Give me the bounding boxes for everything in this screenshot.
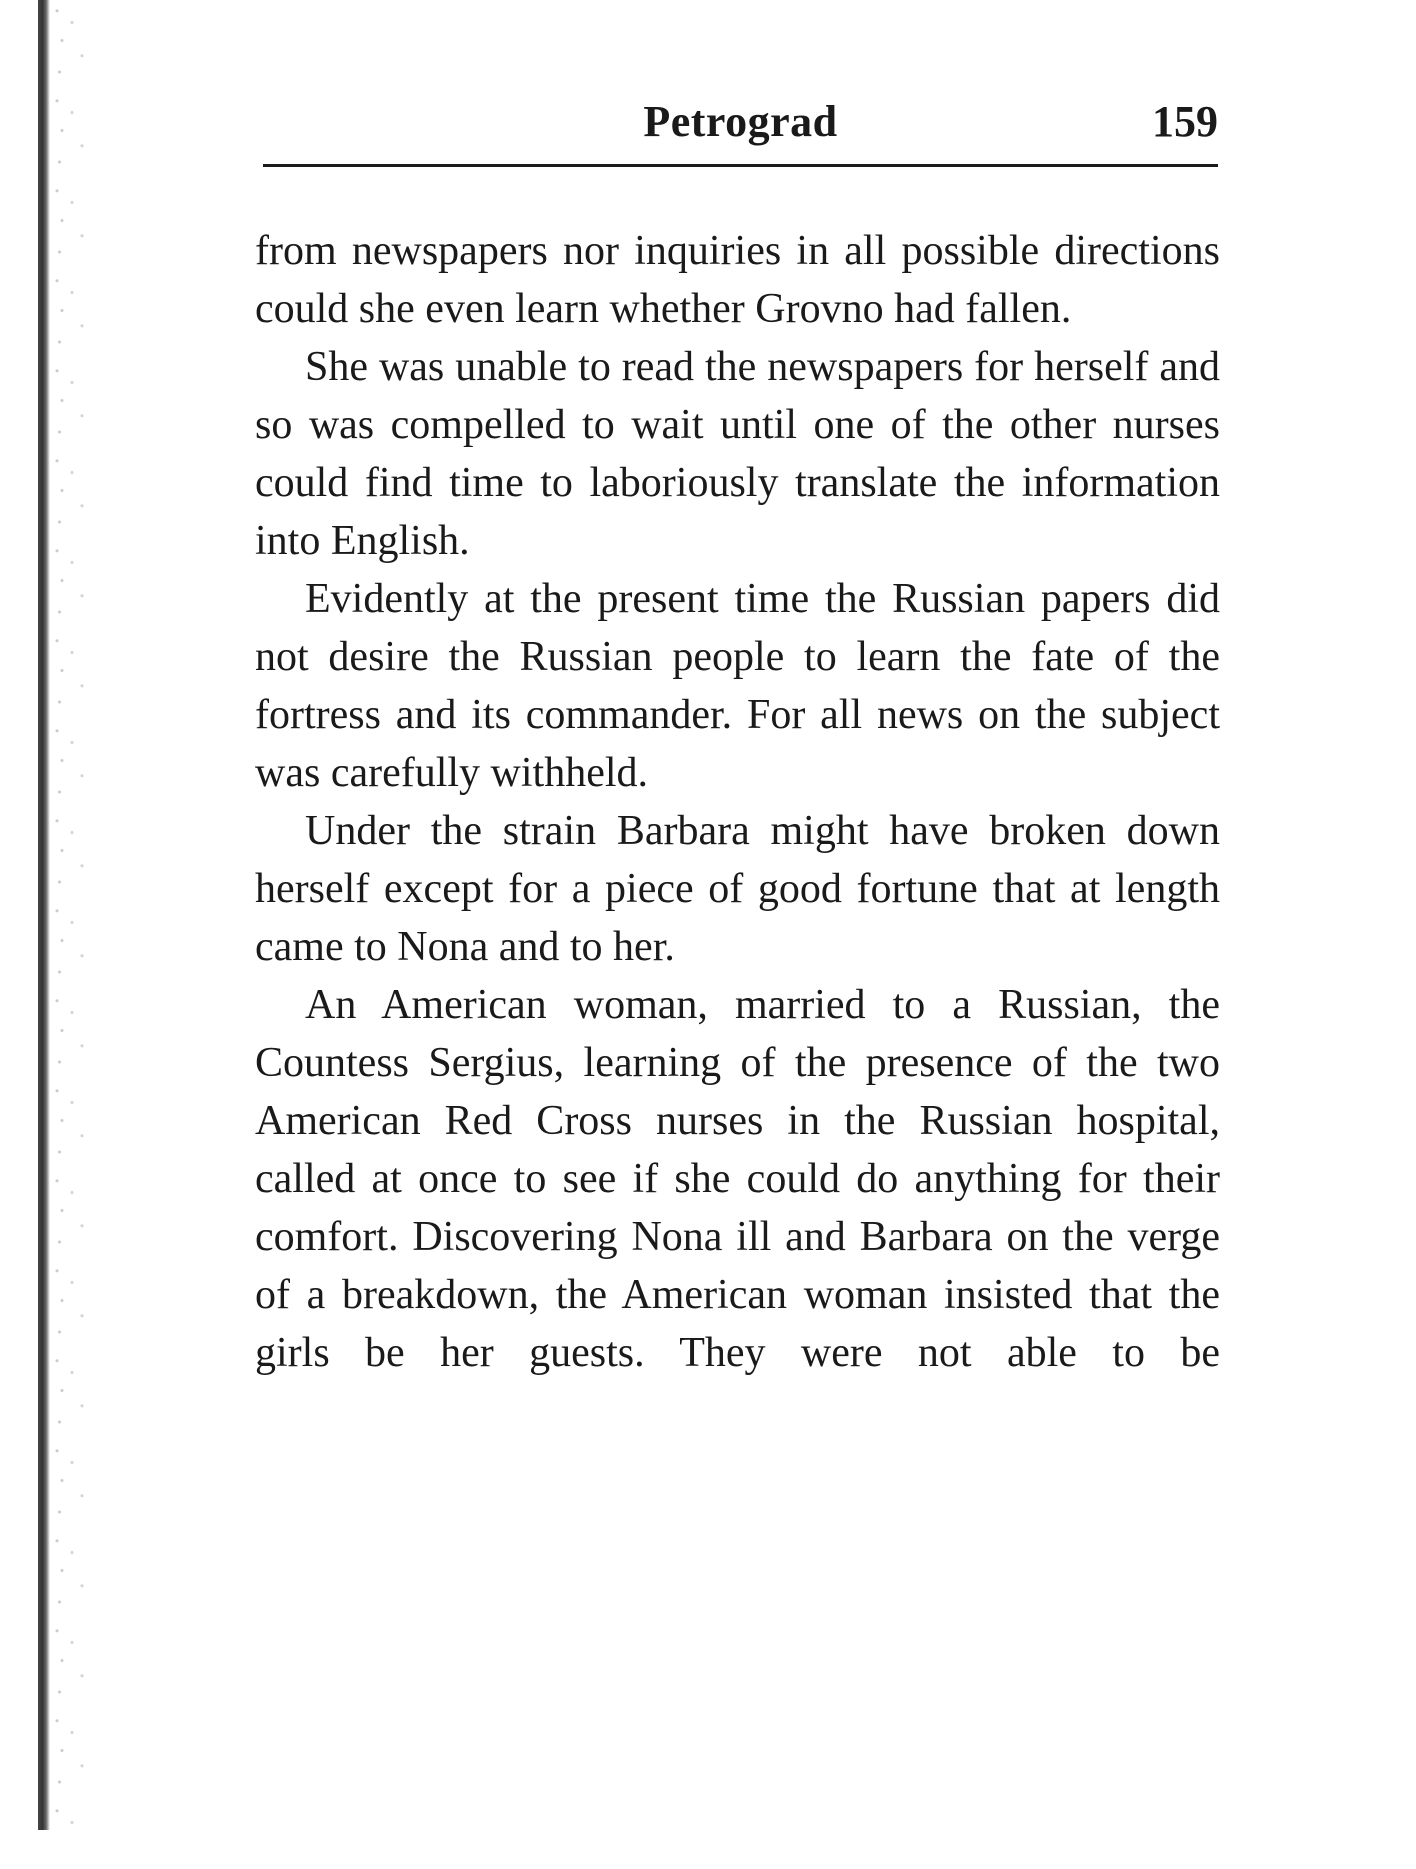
paragraph: from newspapers nor inquiries in all possible directions could she even learn whether Grovno had fallen. xyxy=(255,228,1220,332)
header-rule xyxy=(263,164,1218,167)
scan-speckle xyxy=(52,0,102,1830)
paragraph: Under the strain Barbara might have broken down herself except for a piece of good fortune that at length came to Nona and to her. xyxy=(255,808,1220,970)
paragraph: Evidently at the present time the Russian papers did not desire the Russian people to learn the fate of the fortress and its commander. For all news on the subject was carefully withheld. xyxy=(255,576,1220,796)
page-binding-edge xyxy=(38,0,50,1830)
page-number: 159 xyxy=(1152,97,1218,146)
body-text xyxy=(255,222,1220,1382)
running-header xyxy=(263,96,1218,156)
paragraph-continued: An American woman, married to a Russian, the Countess Sergius, learning of the presence of the two American Red Cross nurses in the Russian hospital, called at once to see if she could do anything for their comfort. Discovering Nona ill and Barbara on the verge of a breakdown, the American woman insisted that the girls be her guests. They were not able to be xyxy=(255,982,1220,1376)
paragraph: She was unable to read the newspapers for herself and so was compelled to wait until one of the other nurses could find time to laboriously translate the information into English. xyxy=(255,344,1220,564)
chapter-title: Petrograd xyxy=(643,97,838,146)
